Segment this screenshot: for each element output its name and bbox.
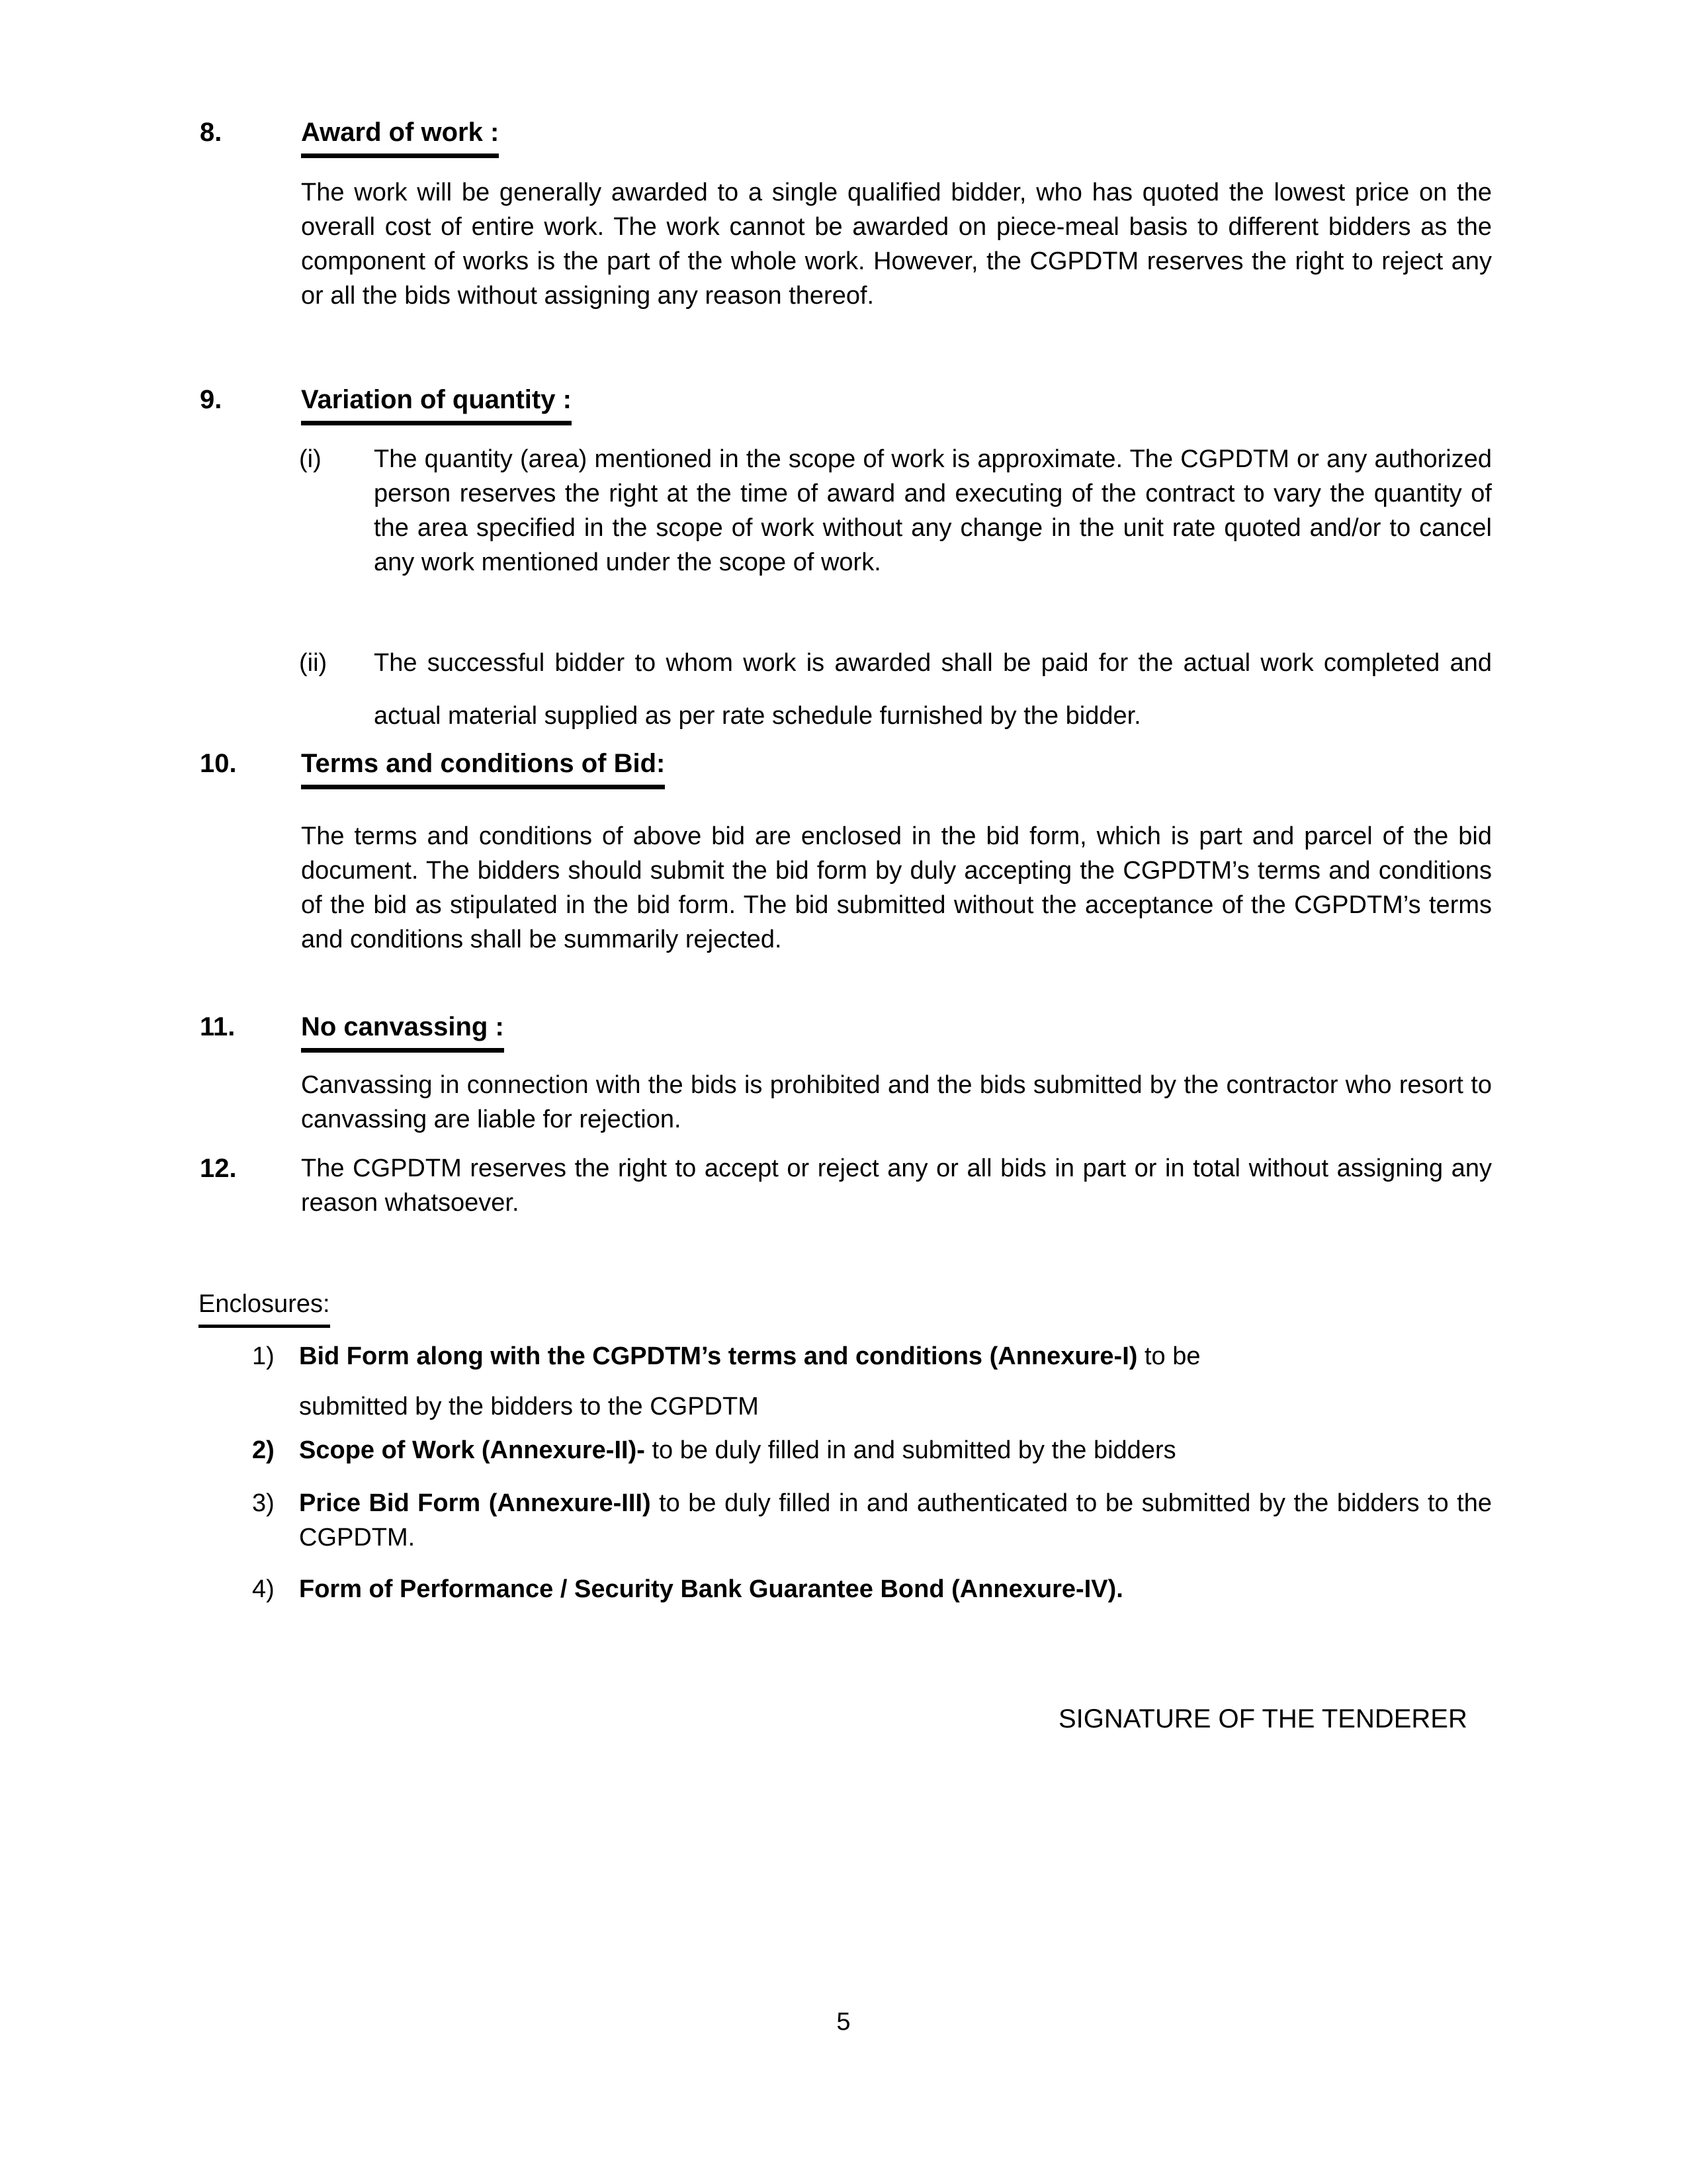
- enclosure-2-marker: 2): [252, 1436, 275, 1464]
- page-number: 5: [836, 2008, 851, 2036]
- enclosures-title-text: Enclosures:: [198, 1287, 330, 1328]
- section-9-number: 9.: [200, 385, 222, 414]
- enclosure-1-bold: Bid Form along with the CGPDTM’s terms and conditions (Annexure-I): [299, 1342, 1138, 1370]
- section-9-item-i-text: The quantity (area) mentioned in the scope of work is approximate. The CGPDTM or any authorized person reserves the right at the time of award and executing of the contract to vary the quantity of the area specified in the scope of work without any change in the unit rate quoted and/or to cancel any work mentioned under the scope of work.: [374, 445, 1492, 576]
- section-12-number: 12.: [200, 1154, 237, 1183]
- enclosure-1-line2: submitted by the bidders to the CGPDTM: [299, 1393, 759, 1420]
- enclosure-3-text: [299, 1486, 1492, 1555]
- enclosure-1-tail: to be: [1137, 1342, 1201, 1370]
- section-11-paragraph: Canvassing in connection with the bids is prohibited and the bids submitted by the contractor who resort to canvassing are liable for rejection.: [301, 1071, 1492, 1133]
- section-9-item-ii-text: The successful bidder to whom work is awarded shall be paid for the actual work completed and actual material supplied as per rate schedule furnished by the bidder.: [374, 649, 1492, 730]
- section-11-heading-text: No canvassing :: [301, 1010, 504, 1053]
- section-12-paragraph: The CGPDTM reserves the right to accept or reject any or all bids in part or in total without assigning any reason whatsoever.: [301, 1155, 1492, 1217]
- enclosure-2-text: [299, 1433, 1492, 1467]
- enclosure-1-marker: 1): [252, 1342, 275, 1370]
- enclosure-2-bold: Scope of Work (Annexure-II)-: [299, 1436, 645, 1464]
- section-9-item-i-marker: (i): [299, 445, 322, 473]
- signature-line: SIGNATURE OF THE TENDERER: [1059, 1704, 1467, 1733]
- enclosure-3-marker: 3): [252, 1489, 275, 1517]
- enclosure-4-text: [299, 1572, 1492, 1606]
- section-11-number: 11.: [200, 1012, 236, 1041]
- section-10-heading-text: Terms and conditions of Bid:: [301, 746, 665, 789]
- section-10-paragraph: The terms and conditions of above bid are enclosed in the bid form, which is part and parcel of the bid document. The bidders should submit the bid form by duly accepting the CGPDTM’s terms and conditions of the bid as stipulated in the bid form. The bid submitted without the acceptance of the CGPDTM’s terms and conditions shall be summarily rejected.: [301, 822, 1492, 953]
- section-11-heading: [301, 1010, 504, 1053]
- enclosure-4-bold: Form of Performance / Security Bank Guarantee Bond (Annexure-IV).: [299, 1575, 1123, 1603]
- section-8-heading: [301, 115, 499, 158]
- section-10-number: 10.: [200, 749, 237, 778]
- section-8-number: 8.: [200, 118, 222, 147]
- section-9-item-ii-marker: (ii): [299, 649, 327, 677]
- enclosure-1-line1: [299, 1331, 1492, 1381]
- enclosure-4-marker: 4): [252, 1575, 275, 1603]
- section-10-heading: [301, 746, 665, 789]
- enclosure-2-tail: to be duly filled in and submitted by the bidders: [644, 1436, 1176, 1464]
- enclosure-3-tail: to be duly filled in and authenticated to be submitted by the bidders to the CGPDTM.: [299, 1489, 1492, 1551]
- enclosure-3-bold: Price Bid Form (Annexure-III): [299, 1489, 651, 1517]
- section-8-heading-text: Award of work :: [301, 115, 499, 158]
- section-8-paragraph: The work will be generally awarded to a single qualified bidder, who has quoted the lowest price on the overall cost of entire work. The work cannot be awarded on piece-meal basis to different bidders as the component of works is the part of the whole work. However, the CGPDTM reserves the right to reject any or all the bids without assigning any reason thereof.: [301, 179, 1492, 310]
- enclosures-title: [198, 1287, 330, 1328]
- section-9-heading: [301, 382, 572, 425]
- section-9-heading-text: Variation of quantity :: [301, 382, 572, 425]
